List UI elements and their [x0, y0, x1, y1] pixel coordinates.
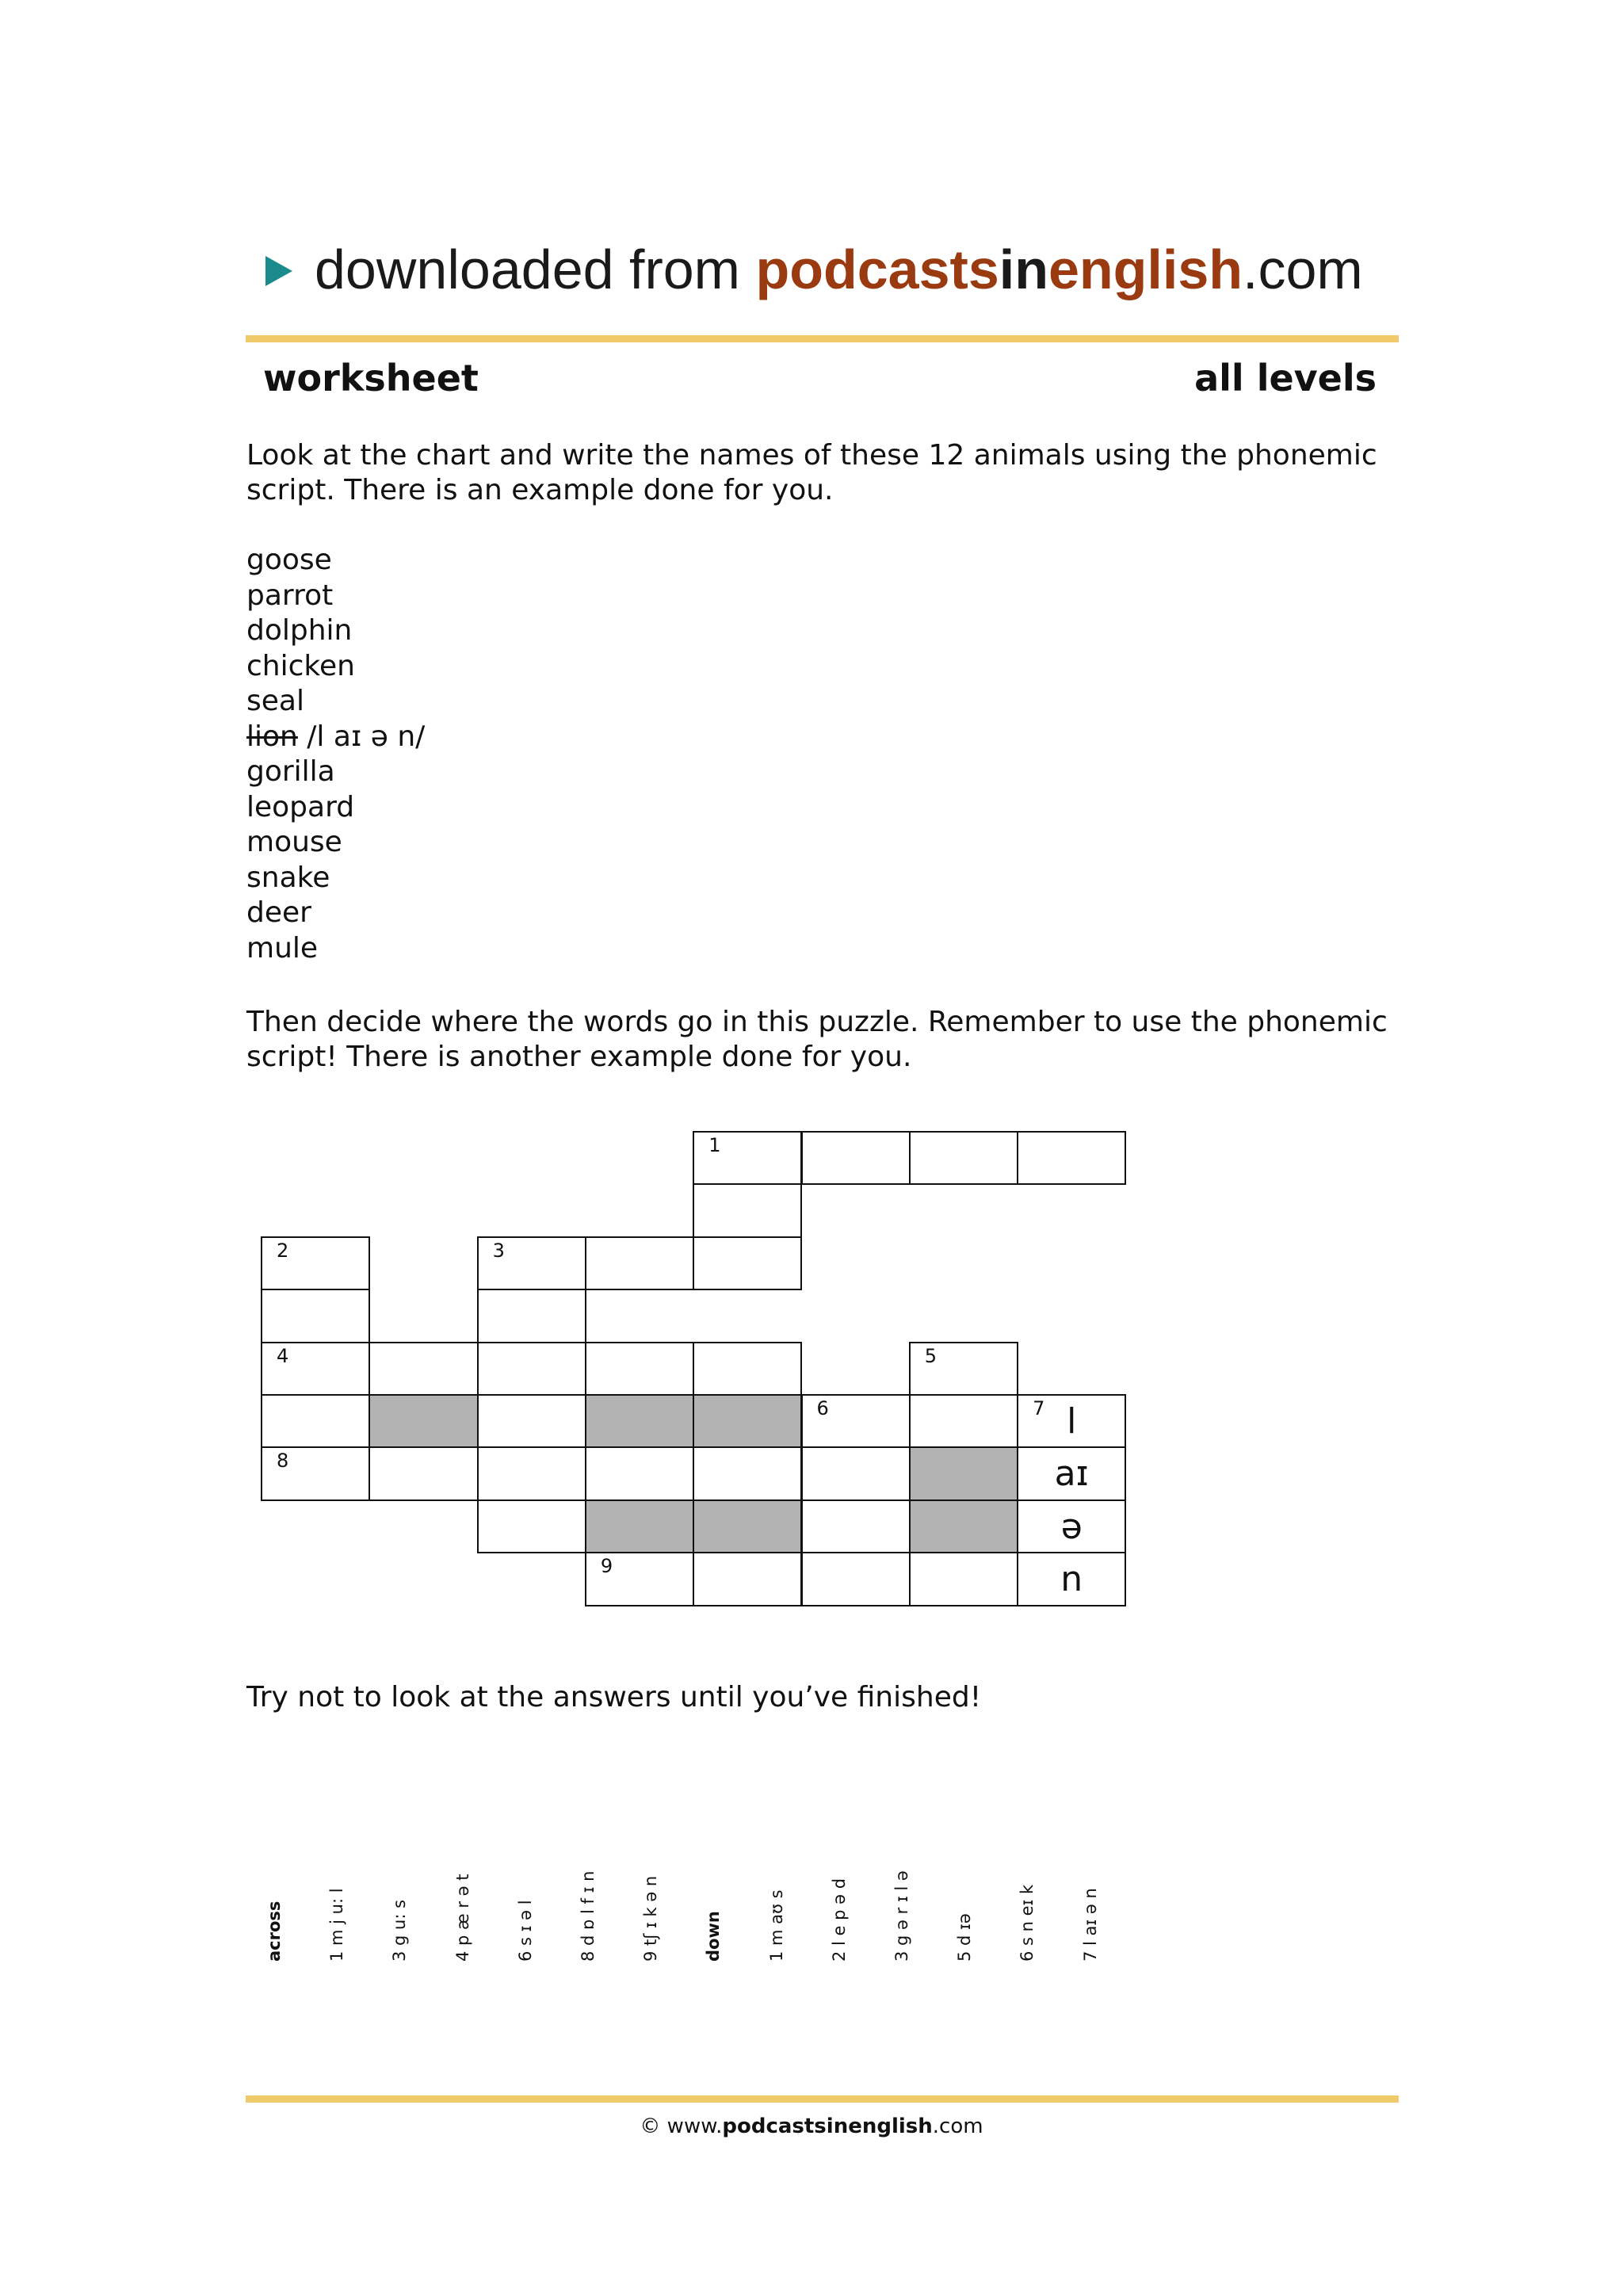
play-triangle-icon [265, 256, 292, 286]
crossword-cell[interactable] [693, 1183, 802, 1237]
clue-number: 5 [924, 1344, 938, 1367]
crossword-cell[interactable] [369, 1342, 478, 1396]
word-list-item [246, 720, 425, 755]
crossword-cell[interactable] [1017, 1446, 1126, 1500]
crossword-cell[interactable] [909, 1342, 1018, 1396]
word-text: chicken [246, 649, 355, 682]
word-text: leopard [246, 790, 355, 823]
answer-item: 3 g ə r ɪ l ə [892, 1870, 911, 1962]
clue-number: 3 [492, 1239, 505, 1262]
answer-item: 6 s ɪ ə l [515, 1900, 535, 1962]
clue-number: 1 [708, 1134, 721, 1156]
word-list-item [246, 931, 425, 967]
crossword-cell[interactable] [1017, 1394, 1126, 1448]
word-list-item [246, 684, 425, 720]
cell-letter: l [1067, 1401, 1077, 1442]
cell-letter: n [1060, 1559, 1083, 1600]
crossword-cell[interactable] [909, 1131, 1018, 1185]
crossword-cell[interactable] [693, 1342, 802, 1396]
word-text: deer [246, 896, 311, 929]
crossword-cell[interactable] [1017, 1499, 1126, 1553]
clue-number: 2 [277, 1239, 289, 1262]
word-list-item [246, 861, 425, 896]
crossword-cell[interactable] [909, 1552, 1018, 1606]
footer-prefix: © www. [640, 2115, 723, 2138]
answer-item: 4 p æ r ə t [453, 1874, 472, 1962]
word-list-item [246, 649, 425, 685]
answer-heading: across [265, 1901, 284, 1962]
crossword-cell[interactable] [585, 1342, 694, 1396]
cell-letter: ə [1060, 1506, 1083, 1547]
brand-part-in: in [999, 239, 1048, 300]
clue-number: 4 [277, 1344, 289, 1367]
crossword-cell[interactable] [801, 1552, 911, 1606]
crossword-cell[interactable] [477, 1342, 586, 1396]
clue-number: 9 [600, 1555, 613, 1578]
word-list-item [246, 755, 425, 790]
word-list-item [246, 825, 425, 861]
word-list-item [246, 543, 425, 579]
crossword-shaded-cell [909, 1446, 1018, 1500]
answer-item: 1 m j u: l [327, 1888, 347, 1962]
top-rule [246, 335, 1399, 342]
answer-item: 1 m aʊ s [766, 1889, 786, 1962]
closing-note: Try not to look at the answers until you’ve finished! [246, 1681, 982, 1713]
answer-item: 6 s n eɪ k [1018, 1884, 1037, 1962]
answer-heading: down [704, 1911, 724, 1962]
clue-number: 8 [277, 1450, 289, 1473]
crossword-shaded-cell [585, 1394, 694, 1448]
crossword-cell[interactable] [477, 1499, 586, 1553]
crossword-cell[interactable] [693, 1552, 802, 1606]
crossword-cell[interactable] [369, 1446, 478, 1500]
crossword-cell[interactable] [477, 1394, 586, 1448]
crossword-cell[interactable] [261, 1446, 370, 1500]
crossword-shaded-cell [369, 1394, 478, 1448]
worksheet-label: worksheet [263, 357, 479, 399]
word-text: dolphin [246, 614, 353, 647]
answer-item: 2 l e p ə d [829, 1878, 849, 1962]
instructions-2: Then decide where the words go in this puzzle. Remember to use the phonemic script! There is another example done for you. [246, 1006, 1388, 1073]
word-text: lion [246, 720, 298, 753]
crossword-shaded-cell [693, 1499, 802, 1553]
animal-word-list [246, 543, 425, 966]
answer-item: 7 l aɪ ə n [1080, 1888, 1100, 1962]
brand-part-com: .com [1243, 239, 1363, 300]
footer-url [0, 2115, 1623, 2138]
word-text: gorilla [246, 755, 335, 788]
crossword-shaded-cell [909, 1499, 1018, 1553]
site-header [265, 234, 1407, 305]
crossword-cell[interactable] [693, 1131, 802, 1185]
crossword-cell[interactable] [585, 1446, 694, 1500]
crossword-cell[interactable] [801, 1446, 911, 1500]
word-text: goose [246, 544, 332, 576]
clue-number: 6 [816, 1397, 829, 1419]
crossword-cell[interactable] [585, 1552, 694, 1606]
crossword-shaded-cell [693, 1394, 802, 1448]
crossword-cell[interactable] [801, 1394, 911, 1448]
crossword-cell[interactable] [477, 1236, 586, 1290]
crossword-cell[interactable] [261, 1342, 370, 1396]
brand-prefix: downloaded from [315, 239, 756, 300]
crossword-cell[interactable] [261, 1236, 370, 1290]
answer-item: 8 d ɒ l f ɪ n [579, 1870, 598, 1962]
crossword-cell[interactable] [261, 1394, 370, 1448]
crossword-cell[interactable] [801, 1131, 911, 1185]
crossword-shaded-cell [585, 1499, 694, 1553]
crossword-cell[interactable] [585, 1236, 694, 1290]
crossword-cell[interactable] [477, 1446, 586, 1500]
word-list-item [246, 613, 425, 649]
footer-suffix: .com [932, 2115, 983, 2138]
word-text: parrot [246, 579, 334, 612]
crossword-cell[interactable] [801, 1499, 911, 1553]
word-text: seal [246, 685, 304, 717]
brand-line [315, 234, 1363, 305]
answer-item: 3 g u: s [390, 1899, 410, 1962]
brand-part-podcasts: podcasts [755, 239, 999, 300]
footer-brand: podcastsinenglish [722, 2115, 933, 2138]
word-text: mouse [246, 826, 342, 858]
instructions-1: Look at the chart and write the names of these 12 animals using the phonemic script. There is an example done for you. [246, 439, 1377, 506]
word-list-item [246, 579, 425, 614]
crossword-cell[interactable] [693, 1446, 802, 1500]
bottom-rule [246, 2095, 1399, 2103]
answer-item: 9 tʃ ɪ k ə n [641, 1875, 661, 1962]
example-transcription: /l aɪ ə n/ [297, 720, 426, 753]
level-label: all levels [1194, 357, 1377, 399]
word-text: snake [246, 861, 330, 894]
brand-part-english: english [1048, 239, 1243, 300]
crossword-cell[interactable] [1017, 1552, 1126, 1606]
crossword-cell[interactable] [477, 1289, 586, 1343]
cell-letter: aɪ [1054, 1454, 1089, 1495]
word-text: mule [246, 931, 319, 965]
crossword-cell[interactable] [1017, 1131, 1126, 1185]
crossword-cell[interactable] [693, 1236, 802, 1290]
answer-item: 5 d ɪə [955, 1913, 975, 1962]
word-list-item [246, 790, 425, 826]
clue-number: 7 [1033, 1397, 1045, 1419]
crossword-cell[interactable] [261, 1289, 370, 1343]
word-list-item [246, 896, 425, 931]
crossword-cell[interactable] [909, 1394, 1018, 1448]
